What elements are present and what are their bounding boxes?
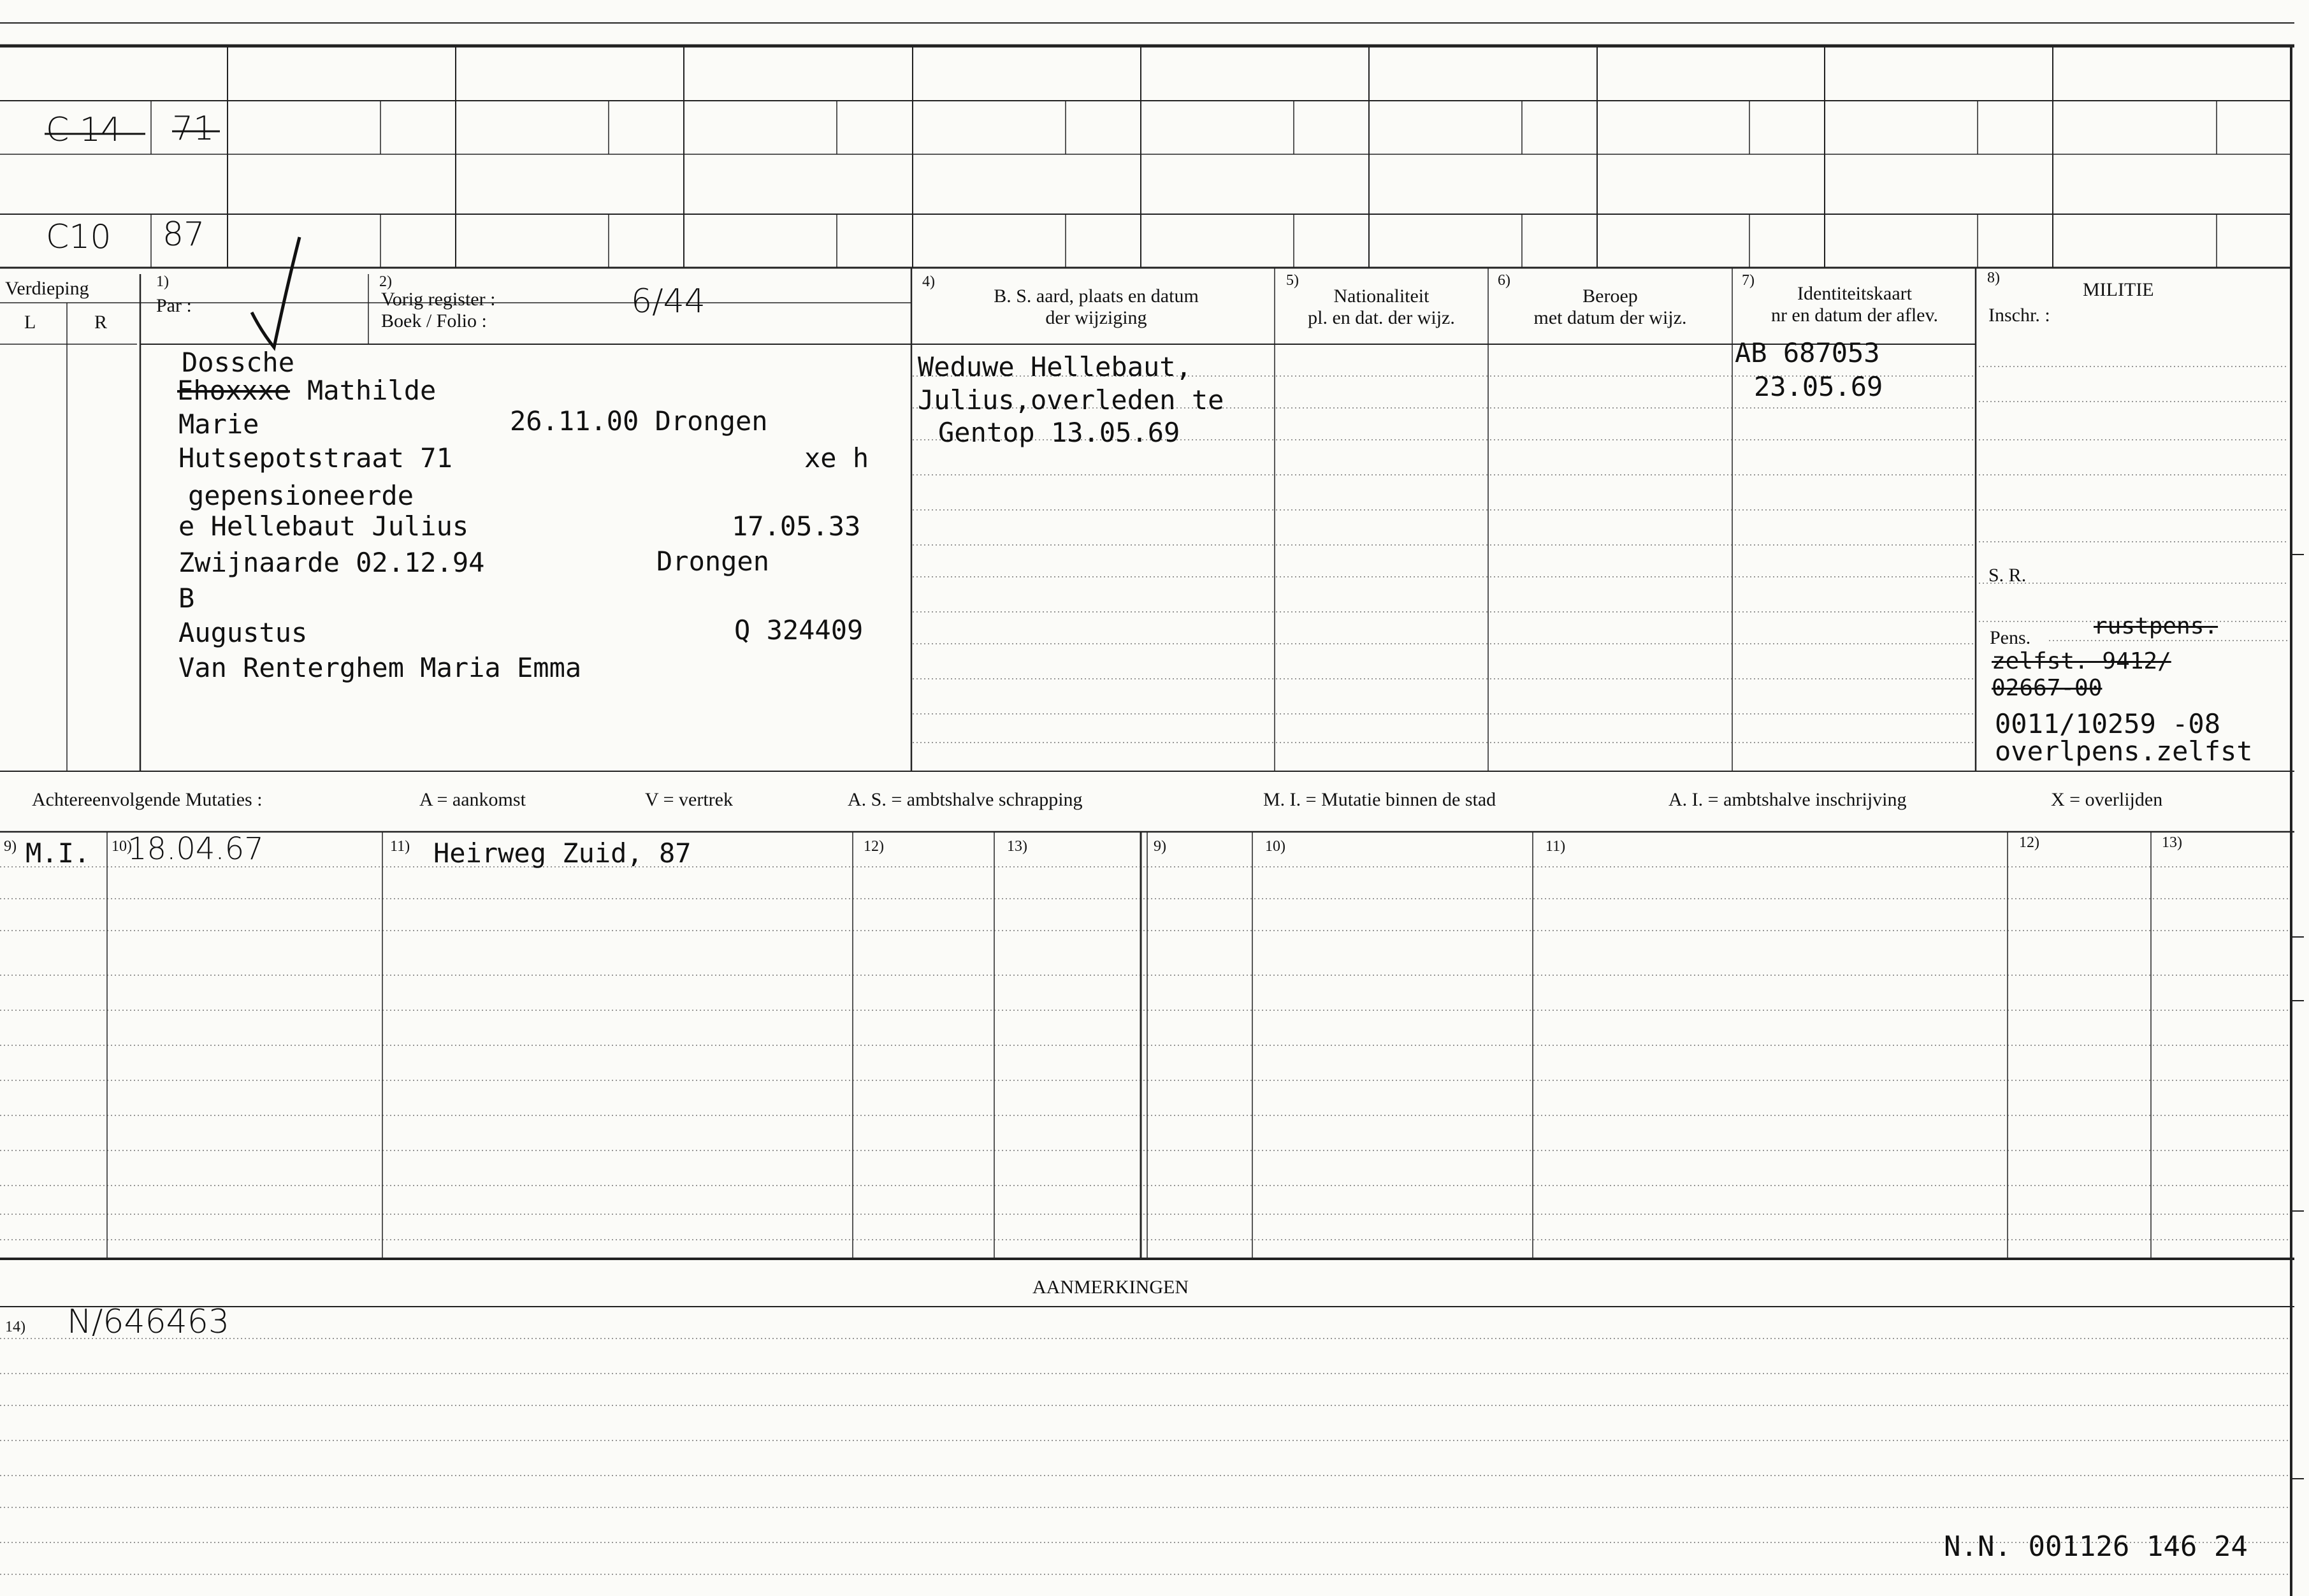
mutation-col-10-right: 10)	[1265, 838, 1285, 855]
beroep-header-line2: met datum der wijz.	[1533, 307, 1687, 328]
field-7-number: 7)	[1742, 272, 1755, 289]
nationaliteit-header-line2: pl. en dat. der wijz.	[1308, 307, 1455, 328]
remarks-title: AANMERKINGEN	[1032, 1277, 1189, 1298]
pension-line1: 0011/10259 -08	[1995, 708, 2221, 739]
bs-header-line1: B. S. aard, plaats en datum	[994, 286, 1199, 307]
person-father: Augustus	[178, 617, 308, 648]
legend-overlijden: X = overlijden	[2051, 789, 2163, 810]
top-grid-entry-1-col1: C 14	[46, 111, 122, 149]
verdieping-label: Verdieping	[5, 278, 89, 299]
field-1-number: 1)	[156, 273, 169, 290]
boek-folio-label: Boek / Folio :	[381, 310, 487, 331]
mutation-col-13-left: 13)	[1007, 838, 1027, 855]
remarks-value: N/646463	[67, 1303, 229, 1341]
mutation-1-type: M.I.	[25, 838, 90, 869]
mutation-col-12-right: 12)	[2019, 834, 2039, 851]
person-second-name: Marie	[178, 409, 259, 440]
field-5-number: 5)	[1286, 272, 1299, 289]
legend-mutatie-binnen-stad: M. I. = Mutatie binnen de stad	[1263, 789, 1496, 810]
national-number: N.N. 001126 146 24	[1944, 1530, 2248, 1563]
inschr-label: Inschr. :	[1988, 305, 2050, 326]
pens-label: Pens.	[1990, 627, 2031, 648]
person-spouse-birth: Zwijnaarde 02.12.94	[178, 547, 485, 578]
person-surname: Dossche	[182, 347, 295, 378]
field-6-number: 6)	[1498, 272, 1510, 289]
bs-header-line2: der wijziging	[1045, 307, 1147, 328]
top-grid-entry-1-col2: 71	[172, 110, 215, 148]
top-grid-entry-2-col1: C10	[46, 218, 112, 256]
legend-vertrek: V = vertrek	[645, 789, 733, 810]
person-father-code: Q 324409	[734, 614, 864, 646]
mutation-col-12-left: 12)	[864, 838, 884, 855]
pension-line2: overlpens.zelfst	[1995, 736, 2253, 767]
level-l-label: L	[24, 312, 36, 333]
beroep-header-line1: Beroep	[1582, 286, 1638, 307]
person-spouse: e Hellebaut Julius	[178, 511, 469, 542]
id-card-number: AB 687053	[1735, 337, 1880, 368]
bs-change-line2: Julius,overleden te	[918, 384, 1224, 416]
id-card-date: 23.05.69	[1754, 371, 1883, 402]
person-occupation: gepensioneerde	[188, 480, 414, 511]
mutation-col-11-left: 11)	[390, 838, 410, 855]
top-grid-entry-2-col2: 87	[163, 215, 205, 254]
par-label: Par :	[156, 295, 192, 316]
mutation-col-9-left: 9)	[4, 838, 17, 855]
mutation-col-9-right: 9)	[1154, 838, 1166, 855]
field-8-number: 8)	[1987, 270, 2000, 286]
militie-header: MILITIE	[2083, 279, 2154, 300]
nationaliteit-header-line1: Nationaliteit	[1333, 286, 1430, 307]
person-spouse-date: 17.05.33	[732, 511, 861, 542]
person-surname-struck: Ehoxxxe	[177, 375, 291, 406]
pension-struck-line3: 02667-00	[1992, 675, 2103, 701]
field-4-number: 4)	[922, 273, 935, 290]
person-mother: Van Renterghem Maria Emma	[178, 652, 582, 683]
person-first-name: Mathilde	[307, 375, 437, 406]
mutations-title: Achtereenvolgende Mutaties :	[32, 789, 263, 810]
sr-label: S. R.	[1988, 565, 2027, 586]
person-address: Hutsepotstraat 71	[178, 442, 452, 474]
legend-ambtshalve-schrapping: A. S. = ambtshalve schrapping	[848, 789, 1083, 810]
mutation-col-10-left: 10)	[112, 838, 132, 855]
bs-change-line1: Weduwe Hellebaut,	[918, 351, 1192, 382]
vorig-register-label: Vorig register :	[381, 289, 496, 310]
identiteitskaart-header-line2: nr en datum der aflev.	[1770, 305, 1939, 326]
mutation-1-date: 18.04.67	[127, 831, 264, 867]
pension-struck-line2: zelfst. 9412/	[1992, 648, 2171, 674]
person-spouse-place: Drongen	[656, 546, 770, 577]
pension-struck-line1: rustpens.	[2094, 613, 2219, 639]
register-value: 6/44	[631, 282, 706, 321]
field-2-number: 2)	[379, 273, 392, 290]
legend-ambtshalve-inschrijving: A. I. = ambtshalve inschrijving	[1668, 789, 1907, 810]
identiteitskaart-header-line1: Identiteitskaart	[1797, 283, 1912, 304]
legend-aankomst: A = aankomst	[419, 789, 526, 810]
level-r-label: R	[94, 312, 108, 333]
mutation-col-13-right: 13)	[2162, 834, 2182, 851]
remarks-number: 14)	[5, 1319, 25, 1335]
person-letter-b: B	[178, 583, 195, 614]
mutation-1-address: Heirweg Zuid, 87	[433, 838, 691, 869]
person-sex: xe h	[804, 442, 869, 474]
person-birth: 26.11.00 Drongen	[510, 405, 768, 437]
bs-change-line3: Gentop 13.05.69	[938, 417, 1180, 448]
mutation-col-11-right: 11)	[1545, 838, 1566, 855]
